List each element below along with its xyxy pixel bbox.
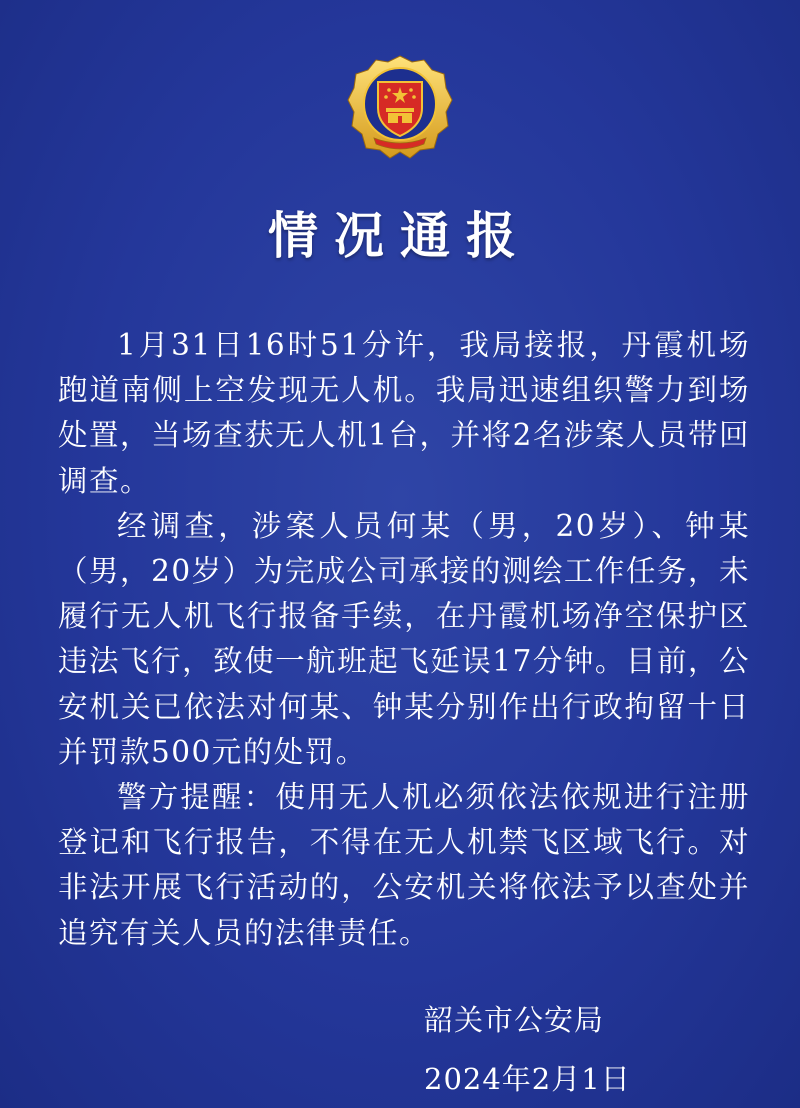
report-body [58,323,750,956]
page-title: 情况通报 [268,207,532,265]
issuing-authority: 韶关市公安局 [424,1003,605,1037]
paragraph: 经调查，涉案人员何某（男，20岁）、钟某（男，20岁）为完成公司承接的测绘工作任务，未履行无人机飞行报备手续，在丹霞机场净空保护区违法飞行，致使一航班起飞延误17分钟。目前，公安机关已依法对何某、钟某分别作出行政拘留十日并罚款500元的处罚。 [58,508,750,769]
issue-date: 2024年2月1日 [424,1062,631,1096]
police-emblem-icon [346,52,454,160]
paragraph: 警方提醒：使用无人机必须依法依规进行注册登记和飞行报告，不得在无人机禁飞区域飞行。对非法开展飞行活动的，公安机关将依法予以查处并追究有关人员的法律责任。 [58,780,750,950]
paragraph: 1月31日16时51分许，我局接报，丹霞机场跑道南侧上空发现无人机。我局迅速组织警力到场处置，当场查获无人机1台，并将2名涉案人员带回调查。 [58,328,750,498]
